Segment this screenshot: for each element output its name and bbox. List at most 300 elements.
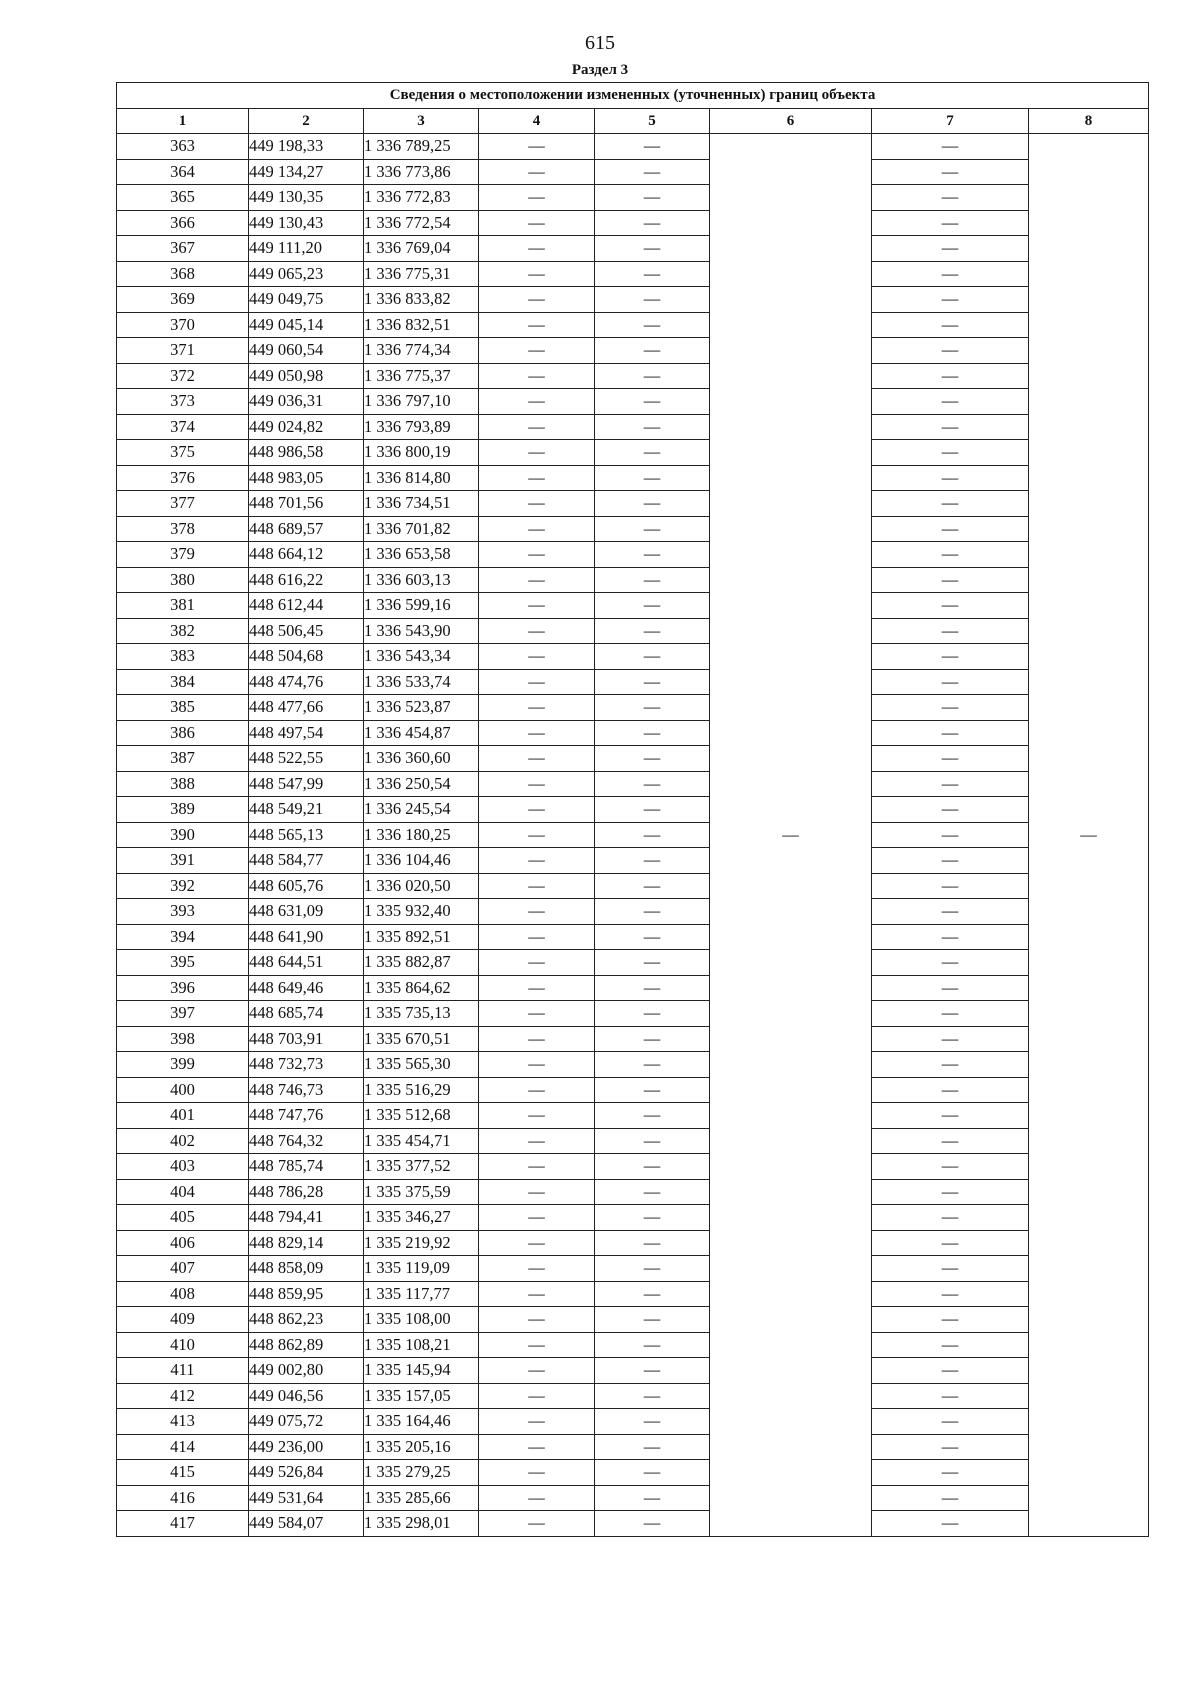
- table-row: [117, 1460, 1149, 1486]
- y-coordinate-cell: 1 336 701,82: [364, 516, 479, 542]
- column-4-cell: —: [479, 1154, 595, 1180]
- column-4-cell: —: [479, 1281, 595, 1307]
- table-row: [117, 1001, 1149, 1027]
- point-number-cell: 389: [117, 797, 249, 823]
- x-coordinate-cell: 448 764,32: [249, 1128, 364, 1154]
- column-7-cell: —: [872, 414, 1029, 440]
- x-coordinate-cell: 448 746,73: [249, 1077, 364, 1103]
- point-number-cell: 366: [117, 210, 249, 236]
- column-4-cell: —: [479, 1383, 595, 1409]
- x-coordinate-cell: 449 049,75: [249, 287, 364, 313]
- column-7-cell: —: [872, 287, 1029, 313]
- y-coordinate-cell: 1 336 772,83: [364, 185, 479, 211]
- table-row: [117, 1052, 1149, 1078]
- column-header: 1: [117, 108, 249, 134]
- y-coordinate-cell: 1 336 360,60: [364, 746, 479, 772]
- table-body: [117, 134, 1149, 1537]
- table-row: [117, 822, 1149, 848]
- column-4-cell: —: [479, 1256, 595, 1282]
- column-4-cell: —: [479, 261, 595, 287]
- column-5-cell: —: [595, 440, 710, 466]
- column-8-merged-cell: —: [1029, 134, 1149, 1537]
- section-title: Раздел 3: [571, 62, 629, 78]
- table-row: [117, 873, 1149, 899]
- column-4-cell: —: [479, 516, 595, 542]
- point-number-cell: 417: [117, 1511, 249, 1537]
- column-4-cell: —: [479, 797, 595, 823]
- y-coordinate-cell: 1 335 219,92: [364, 1230, 479, 1256]
- table-row: [117, 1103, 1149, 1129]
- page-number: 615: [585, 32, 615, 54]
- table-row: [117, 1205, 1149, 1231]
- table-row: [117, 363, 1149, 389]
- column-4-cell: —: [479, 287, 595, 313]
- column-4-cell: —: [479, 542, 595, 568]
- point-number-cell: 397: [117, 1001, 249, 1027]
- column-7-cell: —: [872, 1103, 1029, 1129]
- x-coordinate-cell: 449 584,07: [249, 1511, 364, 1537]
- column-5-cell: —: [595, 516, 710, 542]
- x-coordinate-cell: 449 236,00: [249, 1434, 364, 1460]
- x-coordinate-cell: 448 547,99: [249, 771, 364, 797]
- y-coordinate-cell: 1 336 800,19: [364, 440, 479, 466]
- column-7-cell: —: [872, 924, 1029, 950]
- column-4-cell: —: [479, 414, 595, 440]
- column-5-cell: —: [595, 593, 710, 619]
- column-5-cell: —: [595, 414, 710, 440]
- x-coordinate-cell: 448 794,41: [249, 1205, 364, 1231]
- column-4-cell: —: [479, 644, 595, 670]
- point-number-cell: 365: [117, 185, 249, 211]
- y-coordinate-cell: 1 335 298,01: [364, 1511, 479, 1537]
- x-coordinate-cell: 449 526,84: [249, 1460, 364, 1486]
- y-coordinate-cell: 1 335 205,16: [364, 1434, 479, 1460]
- column-4-cell: —: [479, 185, 595, 211]
- column-5-cell: —: [595, 236, 710, 262]
- column-5-cell: —: [595, 822, 710, 848]
- column-7-cell: —: [872, 1230, 1029, 1256]
- column-7-cell: —: [872, 1077, 1029, 1103]
- x-coordinate-cell: 448 862,23: [249, 1307, 364, 1333]
- point-number-cell: 388: [117, 771, 249, 797]
- point-number-cell: 410: [117, 1332, 249, 1358]
- table-row: [117, 1434, 1149, 1460]
- column-7-cell: —: [872, 1128, 1029, 1154]
- y-coordinate-cell: 1 336 775,37: [364, 363, 479, 389]
- x-coordinate-cell: 448 862,89: [249, 1332, 364, 1358]
- y-coordinate-cell: 1 335 119,09: [364, 1256, 479, 1282]
- x-coordinate-cell: 448 641,90: [249, 924, 364, 950]
- table-row: [117, 1383, 1149, 1409]
- column-5-cell: —: [595, 950, 710, 976]
- y-coordinate-cell: 1 335 164,46: [364, 1409, 479, 1435]
- column-4-cell: —: [479, 1307, 595, 1333]
- column-4-cell: —: [479, 1179, 595, 1205]
- point-number-cell: 396: [117, 975, 249, 1001]
- table-row: [117, 1409, 1149, 1435]
- column-7-cell: —: [872, 236, 1029, 262]
- x-coordinate-cell: 448 644,51: [249, 950, 364, 976]
- column-7-cell: —: [872, 491, 1029, 517]
- column-4-cell: —: [479, 440, 595, 466]
- point-number-cell: 394: [117, 924, 249, 950]
- point-number-cell: 375: [117, 440, 249, 466]
- y-coordinate-cell: 1 335 157,05: [364, 1383, 479, 1409]
- column-4-cell: —: [479, 1485, 595, 1511]
- x-coordinate-cell: 448 664,12: [249, 542, 364, 568]
- column-7-cell: —: [872, 542, 1029, 568]
- table-row: [117, 720, 1149, 746]
- column-7-cell: —: [872, 695, 1029, 721]
- column-7-cell: —: [872, 950, 1029, 976]
- point-number-cell: 403: [117, 1154, 249, 1180]
- y-coordinate-cell: 1 336 020,50: [364, 873, 479, 899]
- column-5-cell: —: [595, 1383, 710, 1409]
- column-7-cell: —: [872, 1026, 1029, 1052]
- column-4-cell: —: [479, 1103, 595, 1129]
- y-coordinate-cell: 1 335 377,52: [364, 1154, 479, 1180]
- point-number-cell: 369: [117, 287, 249, 313]
- y-coordinate-cell: 1 336 832,51: [364, 312, 479, 338]
- column-7-cell: —: [872, 1485, 1029, 1511]
- point-number-cell: 398: [117, 1026, 249, 1052]
- column-5-cell: —: [595, 1103, 710, 1129]
- column-5-cell: —: [595, 1307, 710, 1333]
- column-4-cell: —: [479, 669, 595, 695]
- table-row: [117, 491, 1149, 517]
- y-coordinate-cell: 1 335 108,21: [364, 1332, 479, 1358]
- y-coordinate-cell: 1 336 454,87: [364, 720, 479, 746]
- column-4-cell: —: [479, 1332, 595, 1358]
- x-coordinate-cell: 448 504,68: [249, 644, 364, 670]
- x-coordinate-cell: 448 616,22: [249, 567, 364, 593]
- column-5-cell: —: [595, 1179, 710, 1205]
- point-number-cell: 402: [117, 1128, 249, 1154]
- x-coordinate-cell: 448 506,45: [249, 618, 364, 644]
- column-5-cell: —: [595, 618, 710, 644]
- column-7-cell: —: [872, 567, 1029, 593]
- column-5-cell: —: [595, 1281, 710, 1307]
- table-row: [117, 950, 1149, 976]
- table-row: [117, 848, 1149, 874]
- point-number-cell: 405: [117, 1205, 249, 1231]
- point-number-cell: 379: [117, 542, 249, 568]
- column-5-cell: —: [595, 261, 710, 287]
- y-coordinate-cell: 1 335 512,68: [364, 1103, 479, 1129]
- point-number-cell: 415: [117, 1460, 249, 1486]
- column-5-cell: —: [595, 873, 710, 899]
- column-5-cell: —: [595, 210, 710, 236]
- column-7-cell: —: [872, 1179, 1029, 1205]
- column-7-cell: —: [872, 797, 1029, 823]
- table-row: [117, 1026, 1149, 1052]
- x-coordinate-cell: 449 046,56: [249, 1383, 364, 1409]
- column-4-cell: —: [479, 491, 595, 517]
- table-row: [117, 1179, 1149, 1205]
- column-5-cell: —: [595, 363, 710, 389]
- column-5-cell: —: [595, 134, 710, 160]
- column-4-cell: —: [479, 593, 595, 619]
- x-coordinate-cell: 448 859,95: [249, 1281, 364, 1307]
- column-header: 8: [1029, 108, 1149, 134]
- x-coordinate-cell: 448 732,73: [249, 1052, 364, 1078]
- column-7-cell: —: [872, 593, 1029, 619]
- column-7-cell: —: [872, 746, 1029, 772]
- column-4-cell: —: [479, 822, 595, 848]
- y-coordinate-cell: 1 335 117,77: [364, 1281, 479, 1307]
- column-5-cell: —: [595, 491, 710, 517]
- y-coordinate-cell: 1 336 523,87: [364, 695, 479, 721]
- column-5-cell: —: [595, 1001, 710, 1027]
- column-header: 7: [872, 108, 1029, 134]
- column-4-cell: —: [479, 210, 595, 236]
- x-coordinate-cell: 449 065,23: [249, 261, 364, 287]
- y-coordinate-cell: 1 335 864,62: [364, 975, 479, 1001]
- y-coordinate-cell: 1 336 653,58: [364, 542, 479, 568]
- x-coordinate-cell: 449 130,43: [249, 210, 364, 236]
- point-number-cell: 382: [117, 618, 249, 644]
- point-number-cell: 383: [117, 644, 249, 670]
- coordinates-table: [116, 82, 1149, 1537]
- x-coordinate-cell: 449 134,27: [249, 159, 364, 185]
- x-coordinate-cell: 449 050,98: [249, 363, 364, 389]
- column-4-cell: —: [479, 389, 595, 415]
- column-5-cell: —: [595, 1460, 710, 1486]
- column-4-cell: —: [479, 1434, 595, 1460]
- y-coordinate-cell: 1 335 670,51: [364, 1026, 479, 1052]
- column-7-cell: —: [872, 338, 1029, 364]
- point-number-cell: 364: [117, 159, 249, 185]
- column-5-cell: —: [595, 312, 710, 338]
- column-header: 6: [710, 108, 872, 134]
- point-number-cell: 391: [117, 848, 249, 874]
- y-coordinate-cell: 1 335 346,27: [364, 1205, 479, 1231]
- point-number-cell: 376: [117, 465, 249, 491]
- column-7-cell: —: [872, 312, 1029, 338]
- column-7-cell: —: [872, 440, 1029, 466]
- x-coordinate-cell: 448 786,28: [249, 1179, 364, 1205]
- column-7-cell: —: [872, 363, 1029, 389]
- column-5-cell: —: [595, 1052, 710, 1078]
- table-row: [117, 312, 1149, 338]
- y-coordinate-cell: 1 336 245,54: [364, 797, 479, 823]
- y-coordinate-cell: 1 336 789,25: [364, 134, 479, 160]
- table-row: [117, 516, 1149, 542]
- column-7-cell: —: [872, 771, 1029, 797]
- column-4-cell: —: [479, 771, 595, 797]
- y-coordinate-cell: 1 336 775,31: [364, 261, 479, 287]
- point-number-cell: 404: [117, 1179, 249, 1205]
- column-7-cell: —: [872, 185, 1029, 211]
- column-7-cell: —: [872, 1358, 1029, 1384]
- column-4-cell: —: [479, 873, 595, 899]
- table-row: [117, 1077, 1149, 1103]
- column-5-cell: —: [595, 924, 710, 950]
- point-number-cell: 380: [117, 567, 249, 593]
- x-coordinate-cell: 448 584,77: [249, 848, 364, 874]
- point-number-cell: 363: [117, 134, 249, 160]
- column-5-cell: —: [595, 720, 710, 746]
- column-5-cell: —: [595, 1409, 710, 1435]
- column-5-cell: —: [595, 1332, 710, 1358]
- table-row: [117, 593, 1149, 619]
- table-row: [117, 771, 1149, 797]
- table-row: [117, 669, 1149, 695]
- column-7-cell: —: [872, 873, 1029, 899]
- column-5-cell: —: [595, 771, 710, 797]
- column-4-cell: —: [479, 1511, 595, 1537]
- x-coordinate-cell: 448 631,09: [249, 899, 364, 925]
- point-number-cell: 368: [117, 261, 249, 287]
- column-7-cell: —: [872, 1256, 1029, 1282]
- x-coordinate-cell: 448 747,76: [249, 1103, 364, 1129]
- column-7-cell: —: [872, 516, 1029, 542]
- column-5-cell: —: [595, 1128, 710, 1154]
- x-coordinate-cell: 448 522,55: [249, 746, 364, 772]
- column-7-cell: —: [872, 1281, 1029, 1307]
- column-5-cell: —: [595, 1256, 710, 1282]
- column-5-cell: —: [595, 1485, 710, 1511]
- column-5-cell: —: [595, 542, 710, 568]
- x-coordinate-cell: 448 983,05: [249, 465, 364, 491]
- table-row: [117, 465, 1149, 491]
- column-7-cell: —: [872, 134, 1029, 160]
- y-coordinate-cell: 1 335 145,94: [364, 1358, 479, 1384]
- table-row: [117, 1230, 1149, 1256]
- column-4-cell: —: [479, 746, 595, 772]
- x-coordinate-cell: 448 612,44: [249, 593, 364, 619]
- x-coordinate-cell: 449 036,31: [249, 389, 364, 415]
- y-coordinate-cell: 1 336 814,80: [364, 465, 479, 491]
- column-header-row: [117, 108, 1149, 134]
- column-4-cell: —: [479, 465, 595, 491]
- table-row: [117, 1307, 1149, 1333]
- table-row: [117, 159, 1149, 185]
- column-5-cell: —: [595, 465, 710, 491]
- x-coordinate-cell: 448 685,74: [249, 1001, 364, 1027]
- point-number-cell: 414: [117, 1434, 249, 1460]
- point-number-cell: 378: [117, 516, 249, 542]
- point-number-cell: 390: [117, 822, 249, 848]
- point-number-cell: 408: [117, 1281, 249, 1307]
- x-coordinate-cell: 448 649,46: [249, 975, 364, 1001]
- point-number-cell: 409: [117, 1307, 249, 1333]
- column-7-cell: —: [872, 159, 1029, 185]
- y-coordinate-cell: 1 335 279,25: [364, 1460, 479, 1486]
- point-number-cell: 399: [117, 1052, 249, 1078]
- point-number-cell: 413: [117, 1409, 249, 1435]
- y-coordinate-cell: 1 336 104,46: [364, 848, 479, 874]
- table-row: [117, 440, 1149, 466]
- column-7-cell: —: [872, 465, 1029, 491]
- column-7-cell: —: [872, 1434, 1029, 1460]
- table-row: [117, 1281, 1149, 1307]
- x-coordinate-cell: 448 986,58: [249, 440, 364, 466]
- point-number-cell: 387: [117, 746, 249, 772]
- point-number-cell: 385: [117, 695, 249, 721]
- table-row: [117, 797, 1149, 823]
- x-coordinate-cell: 449 198,33: [249, 134, 364, 160]
- column-5-cell: —: [595, 1358, 710, 1384]
- column-7-cell: —: [872, 1332, 1029, 1358]
- column-4-cell: —: [479, 1409, 595, 1435]
- x-coordinate-cell: 448 474,76: [249, 669, 364, 695]
- y-coordinate-cell: 1 336 769,04: [364, 236, 479, 262]
- table-caption: Сведения о местоположении измененных (уточненных) границ объекта: [117, 83, 1149, 109]
- column-5-cell: —: [595, 695, 710, 721]
- column-4-cell: —: [479, 236, 595, 262]
- column-5-cell: —: [595, 669, 710, 695]
- column-5-cell: —: [595, 797, 710, 823]
- y-coordinate-cell: 1 336 797,10: [364, 389, 479, 415]
- x-coordinate-cell: 448 703,91: [249, 1026, 364, 1052]
- table-row: [117, 1511, 1149, 1537]
- column-7-cell: —: [872, 1383, 1029, 1409]
- column-4-cell: —: [479, 618, 595, 644]
- point-number-cell: 412: [117, 1383, 249, 1409]
- column-5-cell: —: [595, 159, 710, 185]
- x-coordinate-cell: 448 477,66: [249, 695, 364, 721]
- y-coordinate-cell: 1 336 603,13: [364, 567, 479, 593]
- point-number-cell: 367: [117, 236, 249, 262]
- y-coordinate-cell: 1 335 454,71: [364, 1128, 479, 1154]
- column-5-cell: —: [595, 287, 710, 313]
- column-5-cell: —: [595, 1205, 710, 1231]
- y-coordinate-cell: 1 335 882,87: [364, 950, 479, 976]
- column-7-cell: —: [872, 720, 1029, 746]
- x-coordinate-cell: 449 111,20: [249, 236, 364, 262]
- y-coordinate-cell: 1 336 833,82: [364, 287, 479, 313]
- table-row: [117, 542, 1149, 568]
- column-7-cell: —: [872, 1052, 1029, 1078]
- table-row: [117, 338, 1149, 364]
- column-5-cell: —: [595, 746, 710, 772]
- x-coordinate-cell: 448 689,57: [249, 516, 364, 542]
- column-7-cell: —: [872, 899, 1029, 925]
- y-coordinate-cell: 1 336 543,90: [364, 618, 479, 644]
- column-6-merged-cell: —: [710, 134, 872, 1537]
- table-row: [117, 618, 1149, 644]
- y-coordinate-cell: 1 336 793,89: [364, 414, 479, 440]
- point-number-cell: 370: [117, 312, 249, 338]
- x-coordinate-cell: 449 075,72: [249, 1409, 364, 1435]
- table-row: [117, 899, 1149, 925]
- column-7-cell: —: [872, 1205, 1029, 1231]
- table-row: [117, 924, 1149, 950]
- y-coordinate-cell: 1 336 734,51: [364, 491, 479, 517]
- column-5-cell: —: [595, 1511, 710, 1537]
- column-5-cell: —: [595, 1230, 710, 1256]
- point-number-cell: 392: [117, 873, 249, 899]
- table-row: [117, 185, 1149, 211]
- x-coordinate-cell: 448 785,74: [249, 1154, 364, 1180]
- y-coordinate-cell: 1 336 599,16: [364, 593, 479, 619]
- column-4-cell: —: [479, 363, 595, 389]
- x-coordinate-cell: 448 605,76: [249, 873, 364, 899]
- column-4-cell: —: [479, 159, 595, 185]
- point-number-cell: 411: [117, 1358, 249, 1384]
- point-number-cell: 384: [117, 669, 249, 695]
- column-header: 3: [364, 108, 479, 134]
- y-coordinate-cell: 1 335 285,66: [364, 1485, 479, 1511]
- point-number-cell: 381: [117, 593, 249, 619]
- column-7-cell: —: [872, 210, 1029, 236]
- point-number-cell: 393: [117, 899, 249, 925]
- column-4-cell: —: [479, 848, 595, 874]
- x-coordinate-cell: 448 829,14: [249, 1230, 364, 1256]
- column-4-cell: —: [479, 1230, 595, 1256]
- column-7-cell: —: [872, 389, 1029, 415]
